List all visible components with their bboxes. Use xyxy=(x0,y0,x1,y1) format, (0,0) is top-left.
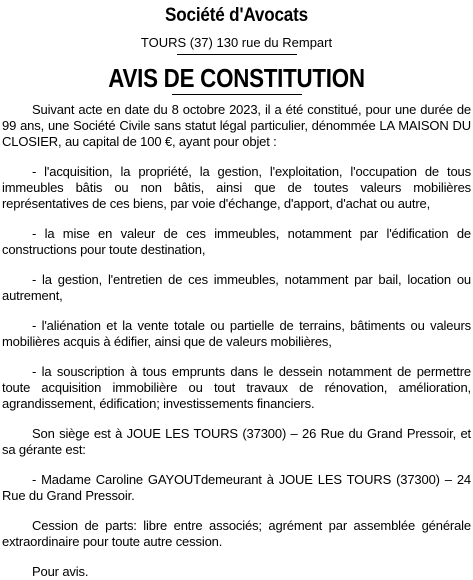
paragraph-closing: Pour avis. xyxy=(32,564,89,579)
firm-address: TOURS (37) 130 rue du Rempart xyxy=(140,35,333,50)
paragraph-intro: Suivant acte en date du 8 octobre 2023, il a été constitué, pour une durée de 99 ans, une Société Civile sans statut légal particulier, dénommée LA MAISON DU CLOSIER, au capital de 100 €, ayant pour objet : xyxy=(2,102,471,149)
notice-title: AVIS DE CONSTITUTION xyxy=(108,63,365,93)
title-underline xyxy=(172,94,302,95)
paragraph-share-transfer: Cession de parts: libre entre associés; agrément par assemblée générale extraordinaire pour toute autre cession. xyxy=(2,518,471,549)
paragraph-object-acquisition: - l'acquisition, la propriété, la gestion, l'exploitation, l'occupation de tous immeubles bâtis ou non bâtis, ainsi que de toutes valeurs mobilières représentatives de ces biens, par voie d'échange, d'apport, d'achat ou autre, xyxy=(2,164,471,211)
paragraph-manager: - Madame Caroline GAYOUTdemeurant à JOUE LES TOURS (37300) – 24 Rue du Grand Pressoir. xyxy=(2,472,471,503)
paragraph-object-management: - la gestion, l'entretien de ces immeubles, notamment par bail, location ou autrement, xyxy=(2,272,471,303)
firm-name: Société d'Avocats xyxy=(165,5,308,26)
paragraph-object-development: - la mise en valeur de ces immeubles, notamment par l'édification de constructions pour toute destination, xyxy=(2,226,471,257)
header-divider xyxy=(177,54,297,55)
notice-body xyxy=(2,102,471,580)
paragraph-object-loans: - la souscription à tous emprunts dans le dessein notamment de permettre toute acquisition immobilière ou tout travaux de rénovation, amélioration, agrandissement, édification; investissements financiers. xyxy=(2,364,471,411)
paragraph-head-office: Son siège est à JOUE LES TOURS (37300) – 26 Rue du Grand Pressoir, et sa gérante est: xyxy=(2,426,471,457)
paragraph-object-sale: - l'aliénation et la vente totale ou partielle de terrains, bâtiments ou valeurs mobilières acquis à édifier, ainsi que de valeurs mobilières, xyxy=(2,318,471,349)
